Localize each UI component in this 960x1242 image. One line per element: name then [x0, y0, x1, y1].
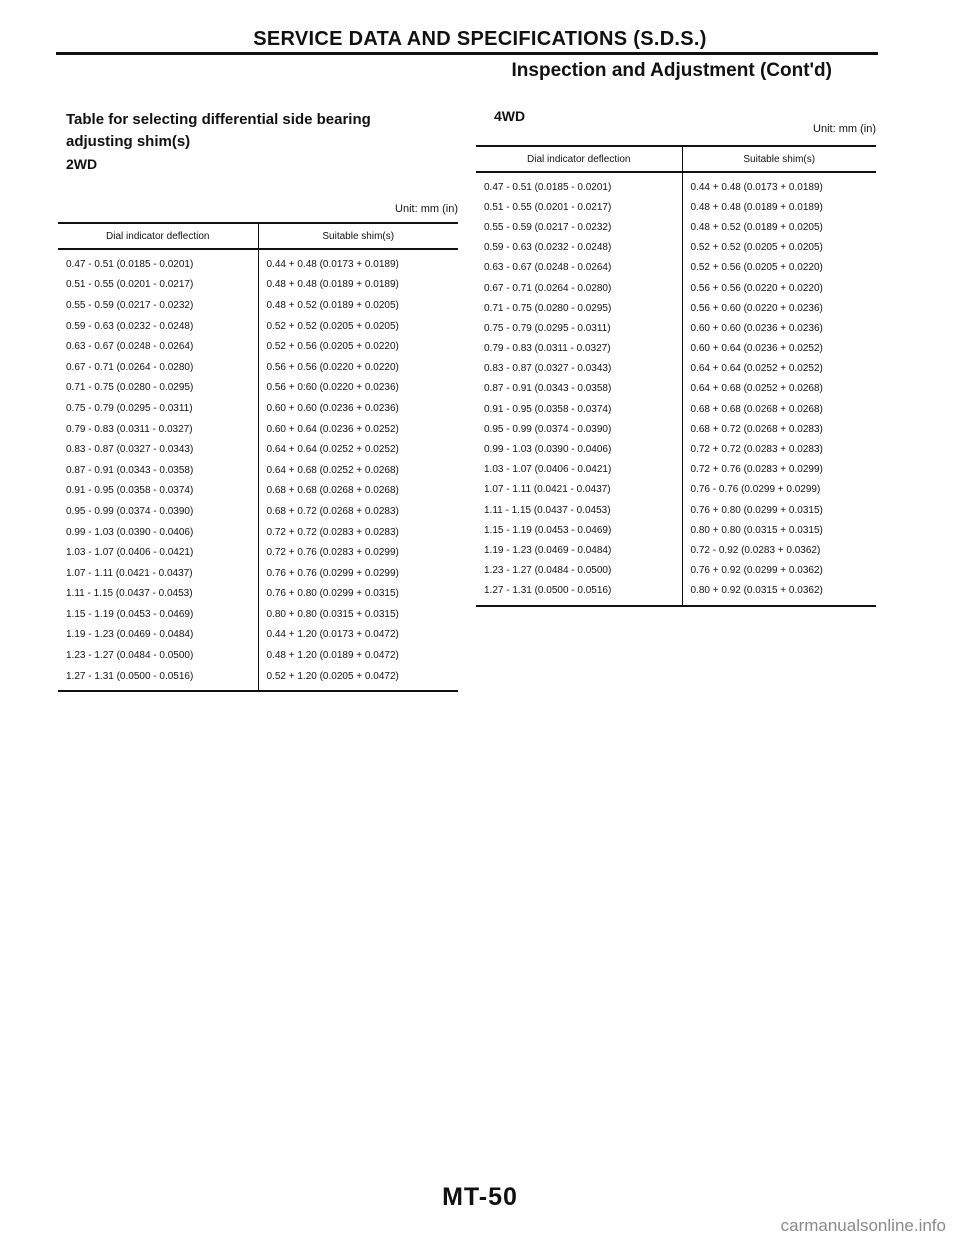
- table-row: [58, 481, 458, 502]
- deflection-cell: 0.63 - 0.67 (0.0248 - 0.0264): [476, 258, 682, 278]
- shim-cell: 0.68 + 0.68 (0.0268 + 0.0268): [266, 485, 399, 497]
- table-row: [476, 561, 876, 581]
- shim-cell: 0.48 + 0.52 (0.0189 + 0.0205): [266, 299, 399, 311]
- shim-cell: 0.48 + 0.52 (0.0189 + 0.0205): [690, 221, 823, 233]
- table-row: [58, 522, 458, 543]
- deflection-cell: 1.23 - 1.27 (0.0484 - 0.0500): [476, 561, 682, 581]
- table-row: [476, 318, 876, 338]
- deflection-cell: 1.07 - 1.11 (0.0421 - 0.0437): [58, 563, 258, 584]
- table-row: [476, 399, 876, 419]
- deflection-cell: 0.91 - 0.95 (0.0358 - 0.0374): [58, 481, 258, 502]
- deflection-cell: 1.15 - 1.19 (0.0453 - 0.0469): [476, 520, 682, 540]
- shim-cell: 0.68 + 0.68 (0.0268 + 0.0268): [690, 403, 823, 415]
- shim-cell: 0.48 + 1.20 (0.0189 + 0.0472): [266, 650, 399, 662]
- table-row: [476, 379, 876, 399]
- table-row: [58, 316, 458, 337]
- table-row: [476, 439, 876, 459]
- column-header-shims: Suitable shim(s): [258, 223, 458, 249]
- table-row: [476, 520, 876, 540]
- shim-cell: 0.60 + 0.60 (0.0236 + 0.0236): [690, 322, 823, 334]
- deflection-cell: 0.55 - 0.59 (0.0217 - 0.0232): [476, 217, 682, 237]
- table-row: [476, 339, 876, 359]
- deflection-cell: 1.03 - 1.07 (0.0406 - 0.0421): [58, 542, 258, 563]
- deflection-cell: 0.79 - 0.83 (0.0311 - 0.0327): [58, 419, 258, 440]
- table-row: [58, 357, 458, 378]
- label-4wd: 4WD: [494, 108, 526, 124]
- table-header-row: [476, 146, 876, 172]
- table-row: [58, 501, 458, 522]
- table-row: [58, 460, 458, 481]
- column-header-deflection: Dial indicator deflection: [476, 146, 682, 172]
- table-row: [476, 258, 876, 278]
- shim-cell: 0.60 + 0.64 (0.0236 + 0.0252): [266, 423, 399, 435]
- deflection-cell: 1.19 - 1.23 (0.0469 - 0.0484): [476, 540, 682, 560]
- table-row: [476, 278, 876, 298]
- deflection-cell: 0.67 - 0.71 (0.0264 - 0.0280): [58, 357, 258, 378]
- shim-cell: 0.60 + 0.64 (0.0236 + 0.0252): [690, 343, 823, 355]
- deflection-cell: 1.19 - 1.23 (0.0469 - 0.0484): [58, 625, 258, 646]
- shim-cell: 0.72 + 0.76 (0.0283 + 0.0299): [690, 464, 823, 476]
- table-row: [58, 563, 458, 584]
- shim-cell: 0.72 - 0.92 (0.0283 + 0.0362): [690, 544, 821, 556]
- shim-cell: 0.80 + 0.80 (0.0315 + 0.0315): [266, 608, 399, 620]
- shim-cell: 0.56 + 0.60 (0.0220 + 0.0236): [690, 302, 823, 314]
- shim-cell: 0.44 + 1.20 (0.0173 + 0.0472): [266, 629, 399, 641]
- shim-cell: 0.48 + 0.48 (0.0189 + 0.0189): [690, 201, 823, 213]
- table-row: [58, 439, 458, 460]
- deflection-cell: 1.11 - 1.15 (0.0437 - 0.0453): [58, 584, 258, 605]
- shim-table-4wd: [476, 145, 876, 607]
- shim-cell: 0.52 + 0.52 (0.0205 + 0.0205): [690, 242, 823, 254]
- shim-cell: 0.56 + 0.56 (0.0220 + 0.0220): [690, 282, 823, 294]
- deflection-cell: 0.79 - 0.83 (0.0311 - 0.0327): [476, 339, 682, 359]
- table-row: [58, 542, 458, 563]
- table-row: [58, 419, 458, 440]
- deflection-cell: 1.03 - 1.07 (0.0406 - 0.0421): [476, 460, 682, 480]
- deflection-cell: 0.67 - 0.71 (0.0264 - 0.0280): [476, 278, 682, 298]
- deflection-cell: 0.55 - 0.59 (0.0217 - 0.0232): [58, 295, 258, 316]
- page-header-subtitle: Inspection and Adjustment (Cont'd): [511, 60, 832, 81]
- deflection-cell: 0.99 - 1.03 (0.0390 - 0.0406): [476, 439, 682, 459]
- shim-cell: 0.52 + 1.20 (0.0205 + 0.0472): [258, 666, 458, 692]
- deflection-cell: 0.59 - 0.63 (0.0232 - 0.0248): [58, 316, 258, 337]
- label-2wd: 2WD: [66, 156, 98, 172]
- shim-cell: 0.80 + 0.80 (0.0315 + 0.0315): [690, 524, 823, 536]
- shim-cell: 0.80 + 0.92 (0.0315 + 0.0362): [682, 581, 876, 606]
- shim-cell: 0.44 + 0.48 (0.0173 + 0.0189): [266, 258, 399, 270]
- shim-table-2wd: [58, 222, 458, 692]
- deflection-cell: 1.07 - 1.11 (0.0421 - 0.0437): [476, 480, 682, 500]
- unit-2wd: Unit: mm (in): [395, 203, 458, 215]
- shim-cell: 0.76 + 0.76 (0.0299 + 0.0299): [266, 567, 399, 579]
- shim-cell: 0.76 + 0.80 (0.0299 + 0.0315): [690, 504, 823, 516]
- shim-cell: 0.68 + 0.72 (0.0268 + 0.0283): [266, 505, 399, 517]
- shim-cell: 0.56 + 0:60 (0.0220 + 0.0236): [266, 382, 399, 394]
- table-row: [476, 217, 876, 237]
- deflection-cell: 0.75 - 0.79 (0.0295 - 0.0311): [476, 318, 682, 338]
- table-row: [476, 419, 876, 439]
- table-row: [476, 359, 876, 379]
- table-row: [58, 666, 458, 692]
- shim-cell: 0.52 + 0.56 (0.0205 + 0.0220): [690, 262, 823, 274]
- deflection-cell: 0.47 - 0.51 (0.0185 - 0.0201): [476, 172, 682, 197]
- deflection-cell: 0.75 - 0.79 (0.0295 - 0.0311): [58, 398, 258, 419]
- table-row: [476, 540, 876, 560]
- shim-cell: 0.52 + 0.56 (0.0205 + 0.0220): [266, 341, 399, 353]
- table-row: [476, 298, 876, 318]
- column-header-shims: Suitable shim(s): [682, 146, 876, 172]
- deflection-cell: 1.27 - 1.31 (0.0500 - 0.0516): [58, 666, 258, 692]
- deflection-cell: 1.23 - 1.27 (0.0484 - 0.0500): [58, 645, 258, 666]
- table-row: [58, 398, 458, 419]
- deflection-cell: 0.95 - 0.99 (0.0374 - 0.0390): [476, 419, 682, 439]
- deflection-cell: 0.47 - 0.51 (0.0185 - 0.0201): [58, 249, 258, 275]
- table-row: [58, 295, 458, 316]
- table-row: [476, 581, 876, 606]
- shim-cell: 0.64 + 0.64 (0.0252 + 0.0252): [266, 444, 399, 456]
- deflection-cell: 1.15 - 1.19 (0.0453 - 0.0469): [58, 604, 258, 625]
- deflection-cell: 0.83 - 0.87 (0.0327 - 0.0343): [476, 359, 682, 379]
- deflection-cell: 0.99 - 1.03 (0.0390 - 0.0406): [58, 522, 258, 543]
- deflection-cell: 0.51 - 0.55 (0.0201 - 0.0217): [476, 197, 682, 217]
- table-row: [476, 172, 876, 197]
- deflection-cell: 0.63 - 0.67 (0.0248 - 0.0264): [58, 336, 258, 357]
- shim-cell: 0.48 + 0.48 (0.0189 + 0.0189): [266, 279, 399, 291]
- shim-cell: 0.56 + 0.56 (0.0220 + 0.0220): [266, 361, 399, 373]
- deflection-cell: 0.51 - 0.55 (0.0201 - 0.0217): [58, 275, 258, 296]
- shim-cell: 0.64 + 0.64 (0.0252 + 0.0252): [690, 363, 823, 375]
- page-header-title: SERVICE DATA AND SPECIFICATIONS (S.D.S.): [253, 28, 707, 50]
- table-row: [476, 480, 876, 500]
- deflection-cell: 0.59 - 0.63 (0.0232 - 0.0248): [476, 238, 682, 258]
- section-title: [66, 109, 436, 153]
- shim-cell: 0.72 + 0.76 (0.0283 + 0.0299): [266, 547, 399, 559]
- watermark-text: carmanualsonline.info: [780, 1216, 946, 1235]
- column-header-deflection: Dial indicator deflection: [58, 223, 258, 249]
- shim-cell: 0.64 + 0.68 (0.0252 + 0.0268): [690, 383, 823, 395]
- table-row: [58, 336, 458, 357]
- deflection-cell: 0.91 - 0.95 (0.0358 - 0.0374): [476, 399, 682, 419]
- deflection-cell: 0.71 - 0.75 (0.0280 - 0.0295): [476, 298, 682, 318]
- table-row: [58, 249, 458, 275]
- shim-cell: 0.76 + 0.80 (0.0299 + 0.0315): [266, 588, 399, 600]
- section-title-line-2: adjusting shim(s): [66, 133, 191, 150]
- table-row: [58, 604, 458, 625]
- table-row: [476, 238, 876, 258]
- deflection-cell: 0.87 - 0.91 (0.0343 - 0.0358): [58, 460, 258, 481]
- deflection-cell: 1.11 - 1.15 (0.0437 - 0.0453): [476, 500, 682, 520]
- shim-cell: 0.64 + 0.68 (0.0252 + 0.0268): [266, 464, 399, 476]
- table-row: [58, 275, 458, 296]
- table-row: [58, 645, 458, 666]
- deflection-cell: 0.87 - 0.91 (0.0343 - 0.0358): [476, 379, 682, 399]
- deflection-cell: 1.27 - 1.31 (0.0500 - 0.0516): [476, 581, 682, 606]
- table-row: [58, 378, 458, 399]
- table-header-row: [58, 223, 458, 249]
- deflection-cell: 0.71 - 0.75 (0.0280 - 0.0295): [58, 378, 258, 399]
- shim-cell: 0.52 + 0.52 (0.0205 + 0.0205): [266, 320, 399, 332]
- table-row: [476, 460, 876, 480]
- shim-cell: 0.68 + 0.72 (0.0268 + 0.0283): [690, 423, 823, 435]
- shim-cell: 0.44 + 0.48 (0.0173 + 0.0189): [690, 181, 823, 193]
- table-row: [58, 625, 458, 646]
- section-title-line-1: Table for selecting differential side bearing: [66, 111, 371, 128]
- shim-cell: 0.72 + 0.72 (0.0283 + 0.0283): [266, 526, 399, 538]
- shim-cell: 0.72 + 0.72 (0.0283 + 0.0283): [690, 444, 823, 456]
- page-number: MT-50: [442, 1183, 518, 1211]
- deflection-cell: 0.95 - 0.99 (0.0374 - 0.0390): [58, 501, 258, 522]
- shim-cell: 0.76 + 0.92 (0.0299 + 0.0362): [690, 565, 823, 577]
- shim-cell: 0.76 - 0.76 (0.0299 + 0.0299): [690, 484, 821, 496]
- header-rule: [56, 52, 878, 55]
- table-row: [476, 197, 876, 217]
- shim-cell: 0.60 + 0.60 (0.0236 + 0.0236): [266, 402, 399, 414]
- deflection-cell: 0.83 - 0.87 (0.0327 - 0.0343): [58, 439, 258, 460]
- table-row: [476, 500, 876, 520]
- unit-4wd: Unit: mm (in): [813, 123, 876, 135]
- table-row: [58, 584, 458, 605]
